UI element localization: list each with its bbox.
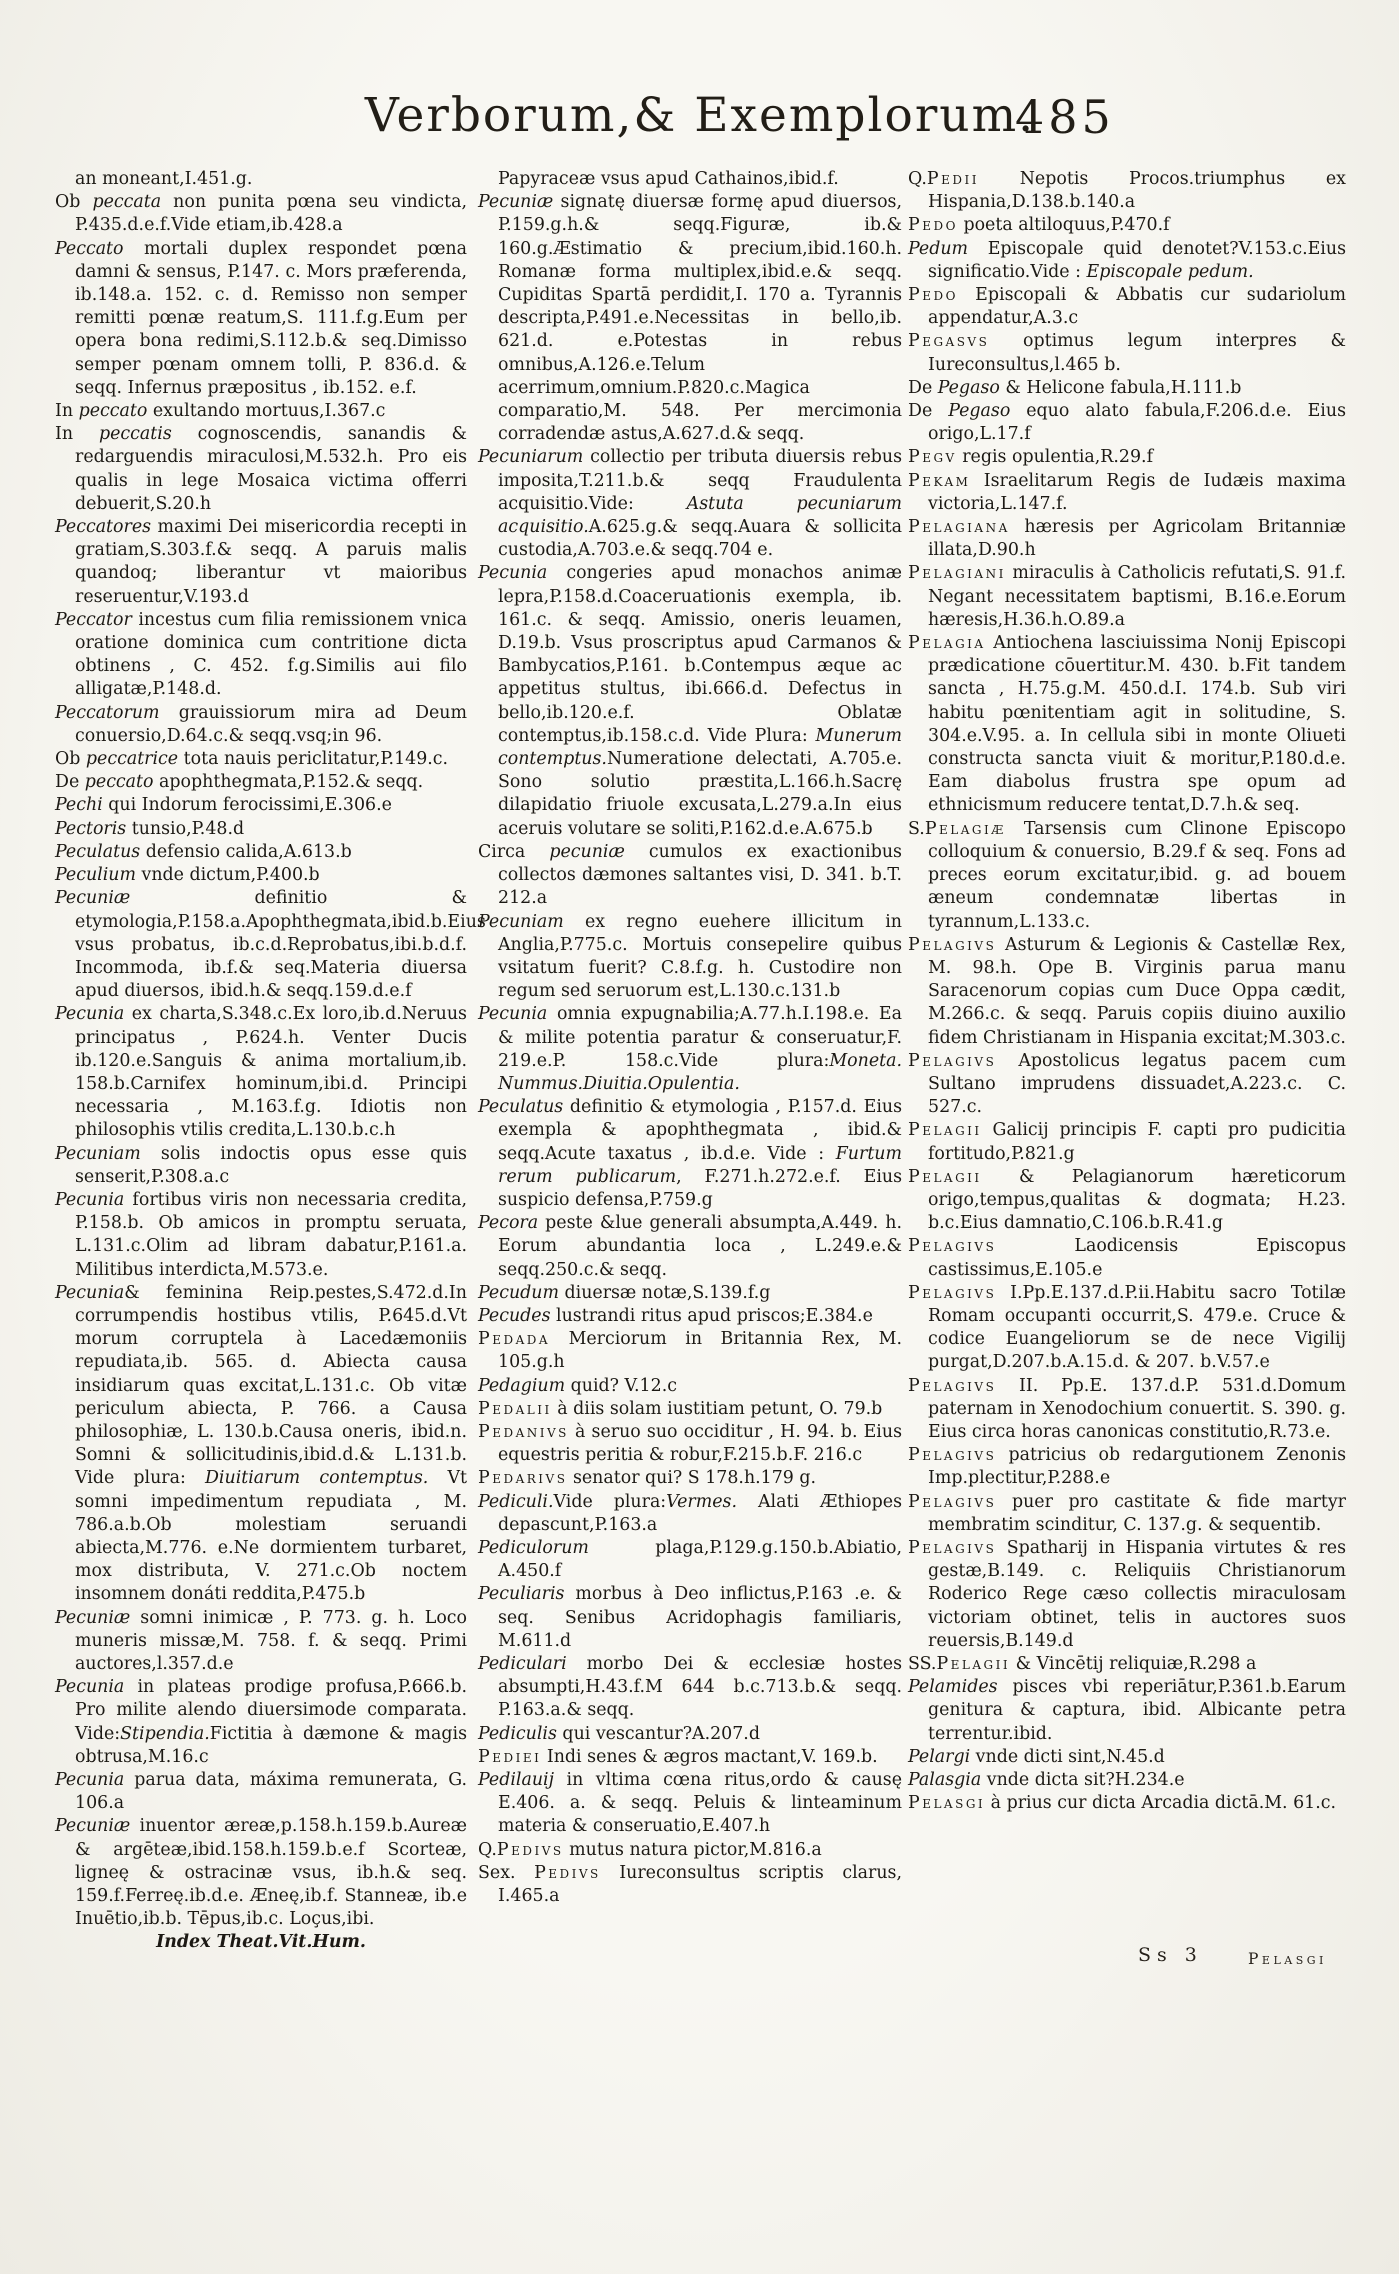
index-entry: In peccatis cognoscendis, sanandis & redarguendis miraculosi,M.532.h. Pro eis qualis in lege Mosaica victima offerri debuerit,S.20.h: [55, 424, 467, 514]
index-entry: Pelagivs Spatharij in Hispania virtutes & res gestæ,B.149. c. Reliquiis Christianorum Roderico Rege cæso collectis miraculosam victoriam obtinet, telis in auctores suos reuersis,B.149.d: [908, 1537, 1346, 1651]
index-entry: Pedanivs à seruo suo occiditur , H. 94. b. Eius equestris peritia & robur,F.215.b.F. 216.c: [478, 1421, 902, 1466]
index-entry: Palasgia vnde dicta sit?H.234.e: [908, 1770, 1185, 1791]
index-entry: De Pegaso equo alato fabula,F.206.d.e. Eius origo,L.17.f: [908, 401, 1346, 445]
index-entry: Pecuniæ somni inimicæ , P. 773. g. h. Loco muneris missæ,M. 758. f. & seqq. Primi auctores,l.357.d.e: [55, 1607, 467, 1674]
index-entry: Peculium vnde dictum,P.400.b: [55, 865, 320, 886]
signature-mark: Ss 3: [1138, 1944, 1203, 1966]
index-entry: Pelagivs patricius ob redargutionem Zenonis Imp.plectitur,P.288.e: [908, 1445, 1346, 1489]
index-entry: Pelagiani miraculis à Catholicis refutati,S. 91.f. Negant necessitatem baptismi, B.16.e.Eorum hæresis,H.36.h.O.89.a: [908, 563, 1346, 630]
index-entry: Q.Pedii Nepotis Procos.triumphus ex Hispania,D.138.b.140.a: [908, 169, 1346, 213]
catchword-text: Pelasgi: [1248, 1950, 1327, 1968]
index-entry: Pecunia congeries apud monachos animæ lepra,P.158.d.Coaceruationis exempla, ib. 161.c. & seqq. Amissio, oneris leuamen, D.19.b. Vsus proscriptus apud Carmanos & Bambycatios,P.161. b.Contempus æque ac appetitus stultus, ibi.666.d. Defectus in bello,ib.120.e.f. Oblatæ contemptus,ib.158.c.d. Vide Plura: Munerum contemptus.Numeratione delectati, A.705.e. Sono solutio præstita,L.166.h.Sacrę dilapidatio friuole excusata,L.279.a.In eius aceruis volutare se soliti,P.162.d.e.A.675.b: [478, 563, 902, 839]
index-entry: Pediculari morbo Dei & ecclesiæ hostes absumpti,H.43.f.M 644 b.c.713.b.& seqq. P.163.a.& seqq.: [478, 1654, 902, 1721]
index-entry: Pelagivs Apostolicus legatus pacem cum Sultano imprudens dissuadet,A.223.c. C. 527.c.: [908, 1050, 1346, 1118]
index-entry: Pelasgi à prius cur dicta Arcadia dictā.M. 61.c.: [908, 1793, 1337, 1814]
index-entry: Pediculi.Vide plura:Vermes. Alati Æthiopes depascunt,P.163.a: [478, 1491, 902, 1535]
index-entry: Pecunia ex charta,S.348.c.Ex loro,ib.d.Neruus principatus , P.624.h. Venter Ducis ib.120.e.Sanguis & anima mortalium,ib. 158.b.Carnifex hominum,ibi.d. Principi necessaria , M.163.f.g. Idiotis non philosophis vtilis credita,L.130.b.c.h: [55, 1004, 467, 1141]
index-entry: Pediei Indi senes & ægros mactant,V. 169.b.: [478, 1746, 878, 1767]
index-entry: Ob peccatrice tota nauis periclitatur,P.149.c.: [55, 749, 449, 770]
index-entry: Pecudes lustrandi ritus apud priscos;E.384.e: [478, 1305, 873, 1326]
index-entry: Pelagiana hæresis per Agricolam Britanniæ illata,D.90.h: [908, 517, 1346, 561]
index-entry: Pecunia omnia expugnabilia;A.77.h.I.198.e. Ea & milite potentia paratur & conseruatur,F. 219.e.P. 158.c.Vide plura:Moneta. Nummus.Diuitia.Opulentia.: [478, 1004, 902, 1094]
page-header-title: Verborum,& Exemplorum.: [364, 88, 1036, 143]
index-entry: Pecudum diuersæ notæ,S.139.f.g: [478, 1282, 771, 1303]
index-entry: Circa pecuniæ cumulos ex exactionibus collectos dæmones saltantes visi, D. 341. b.T. 212.a: [478, 841, 902, 909]
index-entry: Ob peccata non punita pœna seu vindicta, P.435.d.e.f.Vide etiam,ib.428.a: [55, 192, 467, 236]
index-entry: Index Theat.Vit.Hum.: [156, 1932, 366, 1953]
index-entry: Pecunia parua data, máxima remunerata, G. 106.a: [55, 1770, 467, 1814]
index-entry: Pegv regis opulentia,R.29.f: [908, 447, 1154, 468]
index-entry: Sex. Pedivs Iureconsultus scriptis clarus, I.465.a: [478, 1862, 902, 1907]
index-entry: Pelamides pisces vbi reperiātur,P.361.b.Earum genitura & captura, ibid. Albicante petra terrentur.ibid.: [908, 1677, 1346, 1744]
index-entry: Pedagium quid? V.12.c: [478, 1375, 677, 1396]
index-entry: Peculatus defensio calida,A.613.b: [55, 841, 352, 862]
catchword: [1248, 1950, 1327, 1968]
index-entry: Pelargi vnde dicti sint,N.45.d: [908, 1746, 1165, 1767]
column-1: [55, 168, 486, 1955]
index-entry: Pecunia fortibus viris non necessaria credita, P.158.b. Ob amicos in promptu seruata, L.131.c.Olim ad libram dabatur,P.161.a. Militibus interdicta,M.573.e.: [55, 1189, 467, 1280]
column-2: [478, 168, 902, 1908]
index-entry: Pekam Israelitarum Regis de Iudæis maxima victoria,L.147.f.: [908, 470, 1346, 514]
index-entry: Pecora peste &lue generali absumpta,A.449. h. Eorum abundantia loca , L.249.e.& seqq.250.c.& seqq.: [478, 1213, 902, 1280]
index-entry: Peccator incestus cum filia remissionem vnica oratione dominica cum contritione dicta obtinens , C. 452. f.g.Similis aui filo alligatæ,P.148.d.: [55, 609, 467, 700]
index-entry: Pelagii & Pelagianorum hæreticorum origo,tempus,qualitas & dogmata; H.23. b.c.Eius damnatio,C.106.b.R.41.g: [908, 1166, 1346, 1234]
index-entry: De Pegaso & Helicone fabula,H.111.b: [908, 377, 1242, 398]
index-entry: Pecunia in plateas prodige profusa,P.666.b. Pro milite alendo diuersimode comparata. Vide:Stipendia.Fictitia à dæmone & magis obtrusa,M.16.c: [55, 1677, 467, 1767]
index-entry: Q.Pedivs mutus natura pictor,M.816.a: [478, 1839, 822, 1860]
index-entry: Pediculorum plaga,P.129.g.150.b.Abiatio, A.450.f: [478, 1537, 902, 1582]
index-entry: Pedalii à diis solam iustitiam petunt, O. 79.b: [478, 1398, 883, 1419]
column-3: [908, 168, 1346, 1815]
index-entry: Pecuniam ex regno euehere illicitum in Anglia,P.775.c. Mortuis consepelire quibus vsitatum fuerit? C.8.f.g. h. Custodire non regum sed seruorum est,L.130.c.131.b: [478, 911, 902, 1002]
index-entry: Pelagivs Asturum & Legionis & Castellæ Rex, M. 98.h. Ope B. Virginis parua manu Saracenorum copias cum Duce Oppa cædit, M.266.c. & seqq. Paruis copiis diuino auxilio fidem Christianam in Hispania excitat;M.303.c.: [908, 934, 1346, 1048]
index-entry: Pedarivs senator qui? S 178.h.179 g.: [478, 1468, 817, 1489]
index-entry: Pedo Episcopali & Abbatis cur sudariolum appendatur,A.3.c: [908, 285, 1346, 329]
index-entry: Pelagivs I.Pp.E.137.d.P.ii.Habitu sacro Totilæ Romam occupanti occurrit,S. 479.e. Cruce & codice Euangeliorum se de nece Vigilij purgat,D.207.b.A.15.d. & 207. b.V.57.e: [908, 1282, 1346, 1373]
index-entry: Pedum Episcopale quid denotet?V.153.c.Eius significatio.Vide : Episcopale pedum.: [908, 238, 1346, 282]
index-entry: Pecuniæ definitio & etymologia,P.158.a.Apophthegmata,ibid.b.Eius vsus probatus, ib.c.d.Reprobatus,ibi.b.d.f. Incommoda, ib.f.& seq.Materia diuersa apud diuersos, ibid.h.& seqq.159.d.e.f: [55, 888, 486, 1002]
index-entry: Pechi qui Indorum ferocissimi,E.306.e: [55, 795, 392, 816]
index-entry: an moneant,I.451.g.: [75, 169, 253, 189]
index-entry: SS.Pelagii & Vincētij reliquiæ,R.298 a: [908, 1654, 1257, 1674]
index-entry: Peccato mortali duplex respondet pœna damni & sensus, P.147. c. Mors præferenda, ib.148.a. 152. c. d. Remisso non semper remitti pœnæ reatum,S. 111.f.g.Eum per opera bona redimi,S.112.b.& seq.Dimisso semper pœnam omnem tolli, P. 836.d. & seqq. Infernus præpositus , ib.152. e.f.: [55, 238, 467, 398]
index-entry: Pelagivs Laodicensis Episcopus castissimus,E.105.e: [908, 1236, 1346, 1280]
index-entry: Pedo poeta altiloquus,P.470.f: [908, 215, 1170, 236]
index-entry: S.Pelagiæ Tarsensis cum Clinone Episcopo colloquium & conuersio, B.29.f & seq. Fons ad preces eorum excitatur,ibid. g. ad bouem æneum condemnatæ libertas in tyrannum,L.133.c.: [908, 818, 1346, 932]
index-entry: Pecuniarum collectio per tributa diuersis rebus imposita,T.211.b.& seqq Fraudulenta acquisitio.Vide: Astuta pecuniarum acquisitio.A.625.g.& seqq.Auara & sollicita custodia,A.703.e.& seqq.704 e.: [478, 447, 903, 561]
index-entry: Pelagii Galicij principis F. capti pro pudicitia fortitudo,P.821.g: [908, 1120, 1346, 1164]
index-entry: De peccato apophthegmata,P.152.& seqq.: [55, 772, 424, 793]
index-entry: Pediculis qui vescantur?A.207.d: [478, 1723, 760, 1744]
index-entry: In peccato exultando mortuus,I.367.c: [55, 401, 386, 422]
index-entry: Pecuniæ signatę diuersæ formę apud diuersos, P.159.g.h.& seqq.Figuræ, ib.& 160.g.Æstimatio & precium,ibid.160.h. Romanæ forma multiplex,ibid.e.& seqq. Cupiditas Spartā perdidit,I. 170 a. Tyrannis descripta,P.491.e.Necessitas in bello,ib. 621.d. e.Potestas in rebus omnibus,A.126.e.Telum acerrimum,omnium.P.820.c.Magica comparatio,M. 548. Per mercimonia corradendæ astus,A.627.d.& seqq.: [478, 192, 902, 445]
index-entry: Pegasvs optimus legum interpres & Iureconsultus,l.465 b.: [908, 331, 1346, 375]
index-entry: Pecunia& feminina Reip.pestes,S.472.d.In corrumpendis hostibus vtilis, P.645.d.Vt morum corruptela à Lacedæmoniis repudiata,ib. 565. d. Abiecta causa insidiarum quas excitat,L.131.c. Ob vitæ periculum abiecta, P. 766. a Causa philosophiæ, L. 130.b.Causa oneris, ibid.n. Somni & sollicitudinis,ibid.d.& L.131.b. Vide plura: Diuitiarum contemptus. Vt somni impedimentum repudiata , M. 786.a.b.Ob molestiam seruandi abiecta,M.776. e.Ne dormientem turbaret, mox distributa, V. 271.c.Ob noctem insomnem donáti reddita,P.475.b: [55, 1282, 467, 1605]
index-entry: Peccatorum grauissiorum mira ad Deum conuersio,D.64.c.& seqq.vsq;in 96.: [55, 702, 467, 746]
index-entry: Pelagia Antiochena lasciuissima Nonij Episcopi prædicatione cōuertitur.M. 430. b.Fit tandem sancta , H.75.g.M. 450.d.I. 174.b. Sub viri habitu pœnitentiam agit in solitudine, S. 304.e.V.95. a. In cellula sibi in monte Oliueti constructa sancta viuit & moritur,P.180.d.e. Eam diabolus frustra spe opum ad ethnicismum reducere tentat,D.7.h.& seq.: [908, 633, 1346, 816]
index-entry: Pelagivs puer pro castitate & fide martyr membratim scinditur, C. 137.g. & sequentib.: [908, 1491, 1346, 1535]
index-entry: Pedilauij in vltima cœna ritus,ordo & causę E.406. a. & seqq. Peluis & linteaminum materia & conseruatio,E.407.h: [478, 1770, 902, 1837]
index-entry: Peculatus definitio & etymologia , P.157.d. Eius exempla & apophthegmata , ibid.& seqq.Acute taxatus , ib.d.e. Vide : Furtum rerum publicarum, F.271.h.272.e.f. Eius suspicio defensa,P.759.g: [478, 1097, 903, 1210]
index-entry: Pelagivs II. Pp.E. 137.d.P. 531.d.Domum paternam in Xenodochium conuertit. S. 390. g. Eius circa horas canonicas constitutio,R.73.e.: [908, 1375, 1346, 1442]
index-entry: Peculiaris morbus à Deo inflictus,P.163 .e. & seq. Senibus Acridophagis familiaris, M.611.d: [478, 1584, 902, 1651]
index-entry: Peccatores maximi Dei misericordia recepti in gratiam,S.303.f.& seqq. A paruis malis quandoq; liberantur vt maioribus reseruentur,V.193.d: [55, 517, 467, 607]
index-entry: Pedada Merciorum in Britannia Rex, M. 105.g.h: [478, 1329, 902, 1373]
index-entry: Pecuniæ inuentor æreæ,p.158.h.159.b.Aureæ & argēteæ,ibid.158.h.159.b.e.f Scorteæ, ligneę & ostracinæ vsus, ib.h.& seq. 159.f.Ferreę.ib.d.e. Æneę,ib.f. Stanneæ, ib.e Inuētio,ib.b. Tēpus,ib.c. Loçus,ibi.: [55, 1816, 467, 1930]
page-number: 485: [1015, 90, 1115, 144]
index-entry: Pecuniam solis indoctis opus esse quis senserit,P.308.a.c: [55, 1143, 467, 1187]
index-entry: Papyraceæ vsus apud Cathainos,ibid.f.: [498, 169, 839, 189]
index-entry: Pectoris tunsio,P.48.d: [55, 818, 245, 839]
